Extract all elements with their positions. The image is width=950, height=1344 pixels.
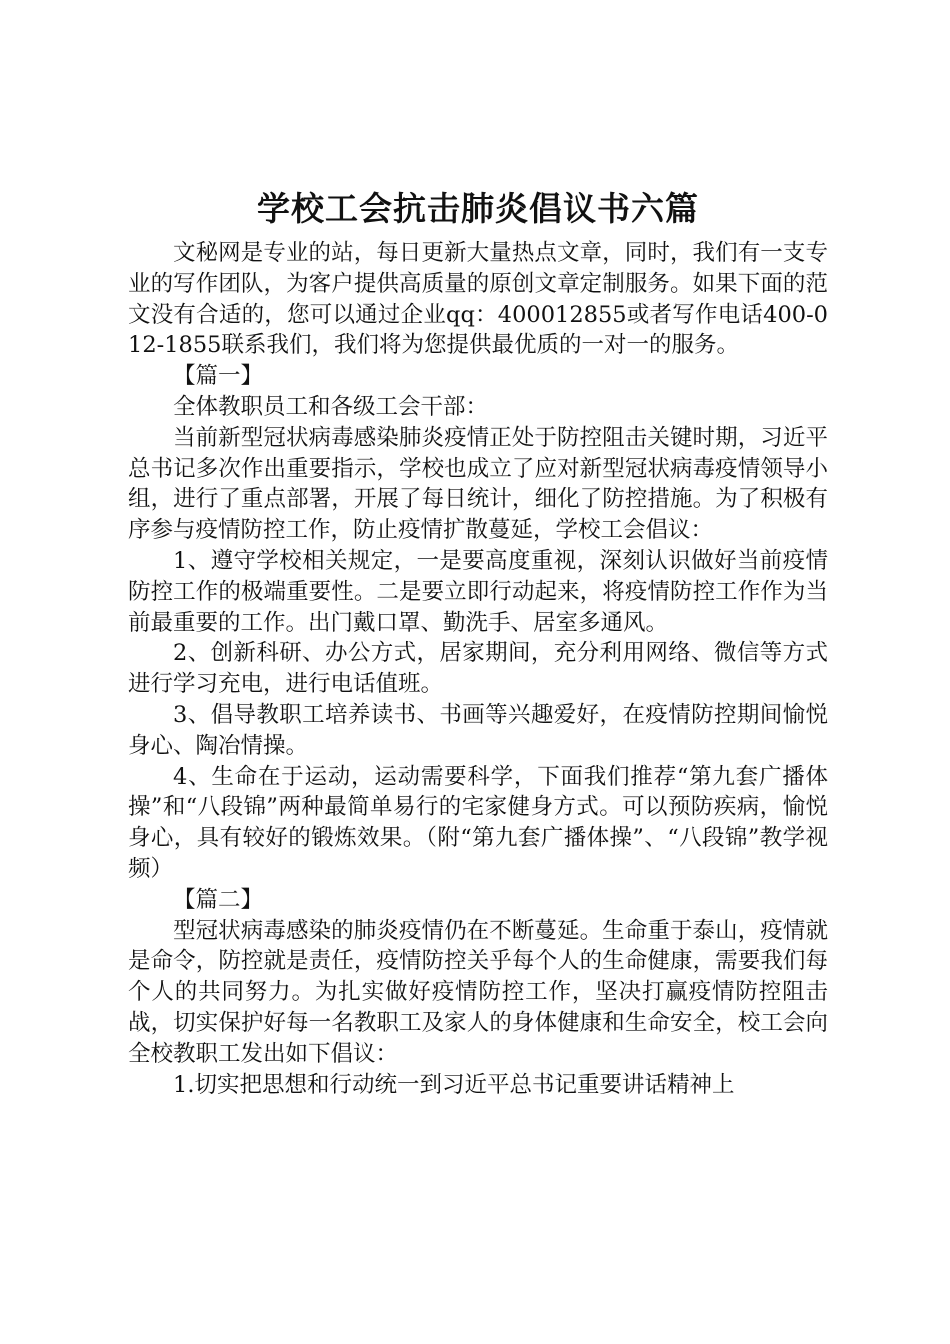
body-paragraph: 型冠状病毒感染的肺炎疫情仍在不断蔓延。生命重于泰山，疫情就是命令，防控就是责任，疫情防控关乎每个人的生命健康，需要我们每个人的共同努力。为扎实做好疫情防控工作，坚决打赢疫情防控阻击战，切实保护好每一名教职工及家人的身体健康和生命安全，校工会向全校教职工发出如下倡议： bbox=[128, 917, 828, 1067]
document-title: 学校工会抗击肺炎倡议书六篇 bbox=[257, 189, 699, 228]
list-item-1: 1.切实把思想和行动统一到习近平总书记重要讲话精神上 bbox=[173, 1071, 735, 1098]
list-item-2: 2、创新科研、办公方式，居家期间，充分利用网络、微信等方式进行学习充电，进行电话值班。 bbox=[128, 640, 828, 698]
salutation-paragraph: 全体教职员工和各级工会干部： bbox=[173, 393, 489, 420]
section-heading-1: 【篇一】 bbox=[173, 363, 264, 390]
section-heading-2: 【篇二】 bbox=[173, 886, 264, 913]
list-item-1: 1、遵守学校相关规定，一是要高度重视，深刻认识做好当前疫情防控工作的极端重要性。二是要立即行动起来，将疫情防控工作作为当前最重要的工作。出门戴口罩、勤洗手、居室多通风。 bbox=[128, 547, 828, 636]
body-paragraph: 当前新型冠状病毒感染肺炎疫情正处于防控阻击关键时期，习近平总书记多次作出重要指示，学校也成立了应对新型冠状病毒疫情领导小组，进行了重点部署，开展了每日统计，细化了防控措施。为了积极有序参与疫情防控工作，防止疫情扩散蔓延，学校工会倡议： bbox=[128, 424, 828, 544]
list-item-4: 4、生命在于运动，运动需要科学，下面我们推荐“第九套广播体操”和“八段锦”两种最简单易行的宅家健身方式。可以预防疾病，愉悦身心，具有较好的锻炼效果。（附“第九套广播体操”、“八段锦”教学视频） bbox=[128, 763, 828, 882]
list-item-3: 3、倡导教职工培养读书、书画等兴趣爱好，在疫情防控期间愉悦身心、陶冶情操。 bbox=[128, 701, 828, 759]
intro-paragraph: 文秘网是专业的站，每日更新大量热点文章，同时，我们有一支专业的写作团队，为客户提供高质量的原创文章定制服务。如果下面的范文没有合适的，您可以通过企业qq：400012855或者写作电话400-012-1855联系我们，我们将为您提供最优质的一对一的服务。 bbox=[128, 240, 828, 359]
document-page bbox=[128, 184, 828, 1100]
